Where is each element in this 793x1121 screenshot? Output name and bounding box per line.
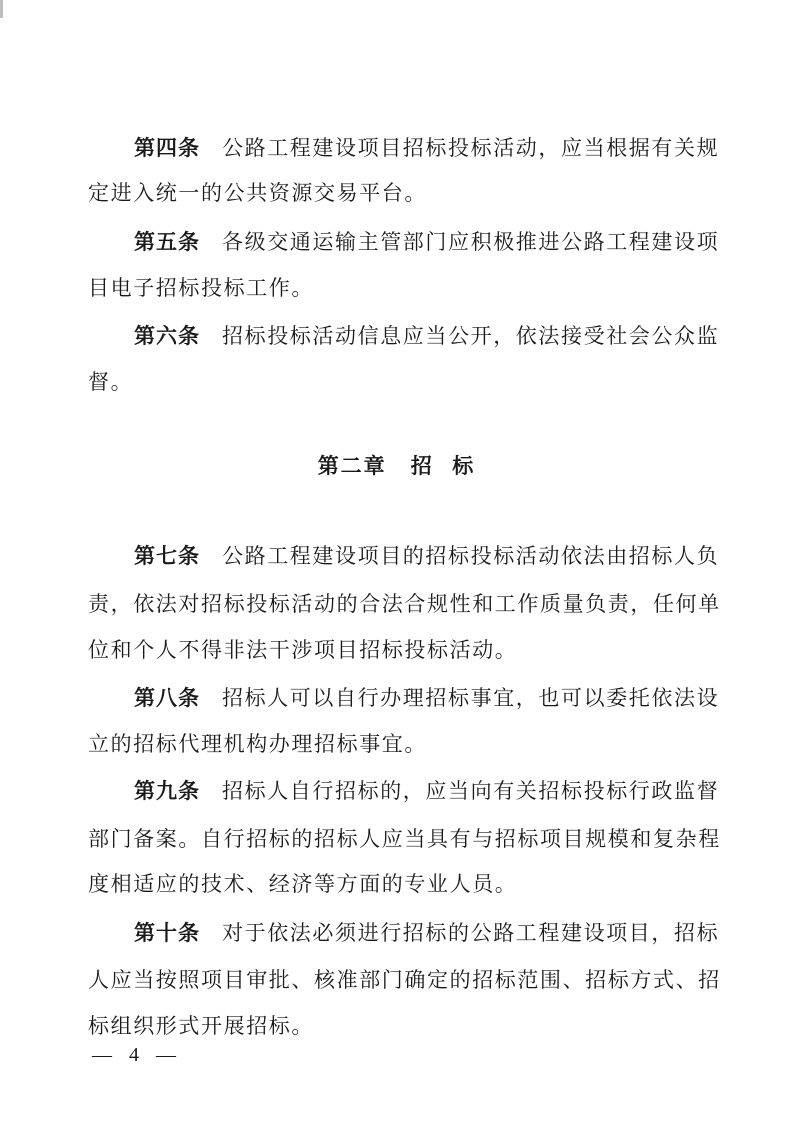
article-6-line-1: 第六条 招标投标活动信息应当公开，依法接受社会公众监 <box>134 323 720 348</box>
article-9-line-2: 部门备案。自行招标的招标人应当具有与招标项目规模和复杂程 <box>88 827 721 851</box>
chapter-number: 第二章 <box>317 453 387 478</box>
article-5-line-1: 第五条 各级交通运输主管部门应积极推进公路工程建设项 <box>134 229 720 254</box>
article-10-label: 第十条 <box>134 920 200 945</box>
article-4-line-1: 第四条 公路工程建设项目招标投标活动，应当根据有关规 <box>134 135 720 160</box>
page-number: — 4 — <box>92 1044 182 1066</box>
article-8-line-2: 立的招标代理机构办理招标事宜。 <box>88 732 427 756</box>
article-8-line-1: 第八条 招标人可以自行办理招标事宜，也可以委托依法设 <box>134 685 720 710</box>
article-6-label: 第六条 <box>134 323 200 348</box>
article-9-label: 第九条 <box>134 778 200 803</box>
article-5-line-2: 目电子招标投标工作。 <box>88 276 314 300</box>
scan-edge-mark <box>0 0 3 18</box>
article-8-label: 第八条 <box>134 685 200 710</box>
article-6-line-2: 督。 <box>88 370 134 394</box>
article-5-label: 第五条 <box>134 229 200 254</box>
article-9-line-3: 度相适应的技术、经济等方面的专业人员。 <box>88 872 518 896</box>
article-10-line-3: 标组织形式开展招标。 <box>88 1014 314 1038</box>
article-7-line-2: 责，依法对招标投标活动的合法合规性和工作质量负责，任何单 <box>88 592 721 616</box>
article-9-line-1: 第九条 招标人自行招标的，应当向有关招标投标行政监督 <box>134 778 720 803</box>
article-7-label: 第七条 <box>134 543 200 568</box>
chapter-title: 招 标 <box>410 453 476 478</box>
article-10-line-1: 第十条 对于依法必须进行招标的公路工程建设项目，招标 <box>134 920 720 945</box>
article-4-line-2: 定进入统一的公共资源交易平台。 <box>88 181 427 205</box>
article-7-line-3: 位和个人不得非法干涉项目招标投标活动。 <box>88 638 518 662</box>
article-7-line-1: 第七条 公路工程建设项目的招标投标活动依法由招标人负 <box>134 543 720 568</box>
chapter-heading <box>0 452 793 480</box>
article-4-label: 第四条 <box>134 135 200 160</box>
article-10-line-2: 人应当按照项目审批、核准部门确定的招标范围、招标方式、招 <box>88 968 721 992</box>
